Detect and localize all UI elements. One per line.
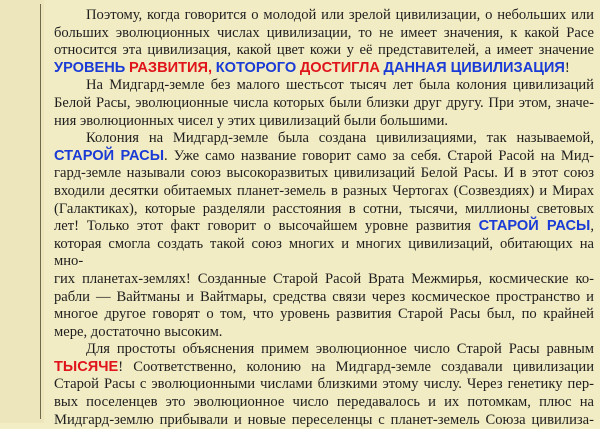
text-line: Для простоты объяснения примем эволюционное число Старой Расы равным [86,341,594,358]
highlight-word: ДАННАЯ ЦИВИЛИЗАЦИЯ [383,59,565,76]
text-line: больших эволюционных числах цивилизации, то не имеет значения, к какой Расе [54,24,594,41]
text-line: Белой Расы, эволюционные числа которых были близки друг другу. При этом, значе- [54,94,594,111]
highlight-word: КОТОРОГО [215,59,297,76]
text-line: многое другое говорят о том, что уровень развития Старой Расы был, по крайней [54,306,594,323]
punctuation: ! [564,59,570,76]
text-line: Мидгард-землю прибывали и новые переселенцы с планет-земель Союза цивилиза- [54,411,594,428]
highlight-word: РАЗВИТИЯ, [128,59,213,76]
highlight-word: УРОВЕНЬ [54,59,126,76]
text-line [54,148,594,166]
highlight-word: ДОСТИГЛА [299,59,380,76]
text-span: ! Соответственно, колонию на Мидгард-земле создавали цивилизации [118,358,594,375]
highlight-word: ТЫСЯЧЕ [54,358,119,375]
document-body [54,7,594,429]
text-line: Старой Расы с эволюционными числами близкими этому числу. Через генетику пер- [54,376,594,393]
sidebar-caption [0,0,2,383]
sidebar [0,0,44,423]
sidebar-divider [40,4,41,419]
text-line: Поэтому, когда говорится о молодой или зрелой цивилизации, о небольших или [86,7,594,23]
text-line: Колония на Мидгард-земле была создана цивилизациями, так называемой, [86,130,594,147]
text-span: лет! Только этот факт говорит о высочайшем уровне развития [54,218,479,235]
text-line: ния эволюционных чисел у этих цивилизаций были большими. [54,112,449,129]
text-line: гард-земле называли союз высокоразвитых цивилизаций Белой Расы. И в этот союз [54,165,594,182]
text-line: которая смогла создать такой союз многих и многих цивилизаций, обитающих на мно- [54,235,594,270]
text-line: гих планетах-землях! Созданные Старой Расой Врата Межмирья, космические ко- [54,270,594,287]
highlight-phrase: СТАРОЙ РАСЫ [54,147,164,164]
text-line: (Галактиках), которые разделяли расстояния в сотни, тысячи, миллионы световых [54,200,594,217]
text-span: . Уже само название говорит само за себя. Старой Расой на Мид- [164,147,594,164]
highlight-line [54,60,594,78]
text-line [54,218,594,236]
text-line: вых поселенцев это эволюционное число передавалось и их потомкам, плюс на [54,394,594,411]
text-line: На Мидгард-земле без малого шестьсот тысяч лет была колония цивилизаций [86,77,594,94]
text-line: рабли — Вайтманы и Вайтмары, средства связи через космическое пространство и [54,288,594,305]
text-line: относится эта цивилизация, какой цвет кожи у её представителей, а имеет значение [54,42,594,59]
text-line [54,359,594,377]
text-line: мере, достаточно высоким. [54,323,223,340]
text-line: входили десятки обитаемых планет-земель в разных Чертогах (Созвездиях) и Мирах [54,182,594,199]
highlight-phrase: СТАРОЙ РАСЫ [478,218,591,235]
text-span: , [590,218,594,235]
